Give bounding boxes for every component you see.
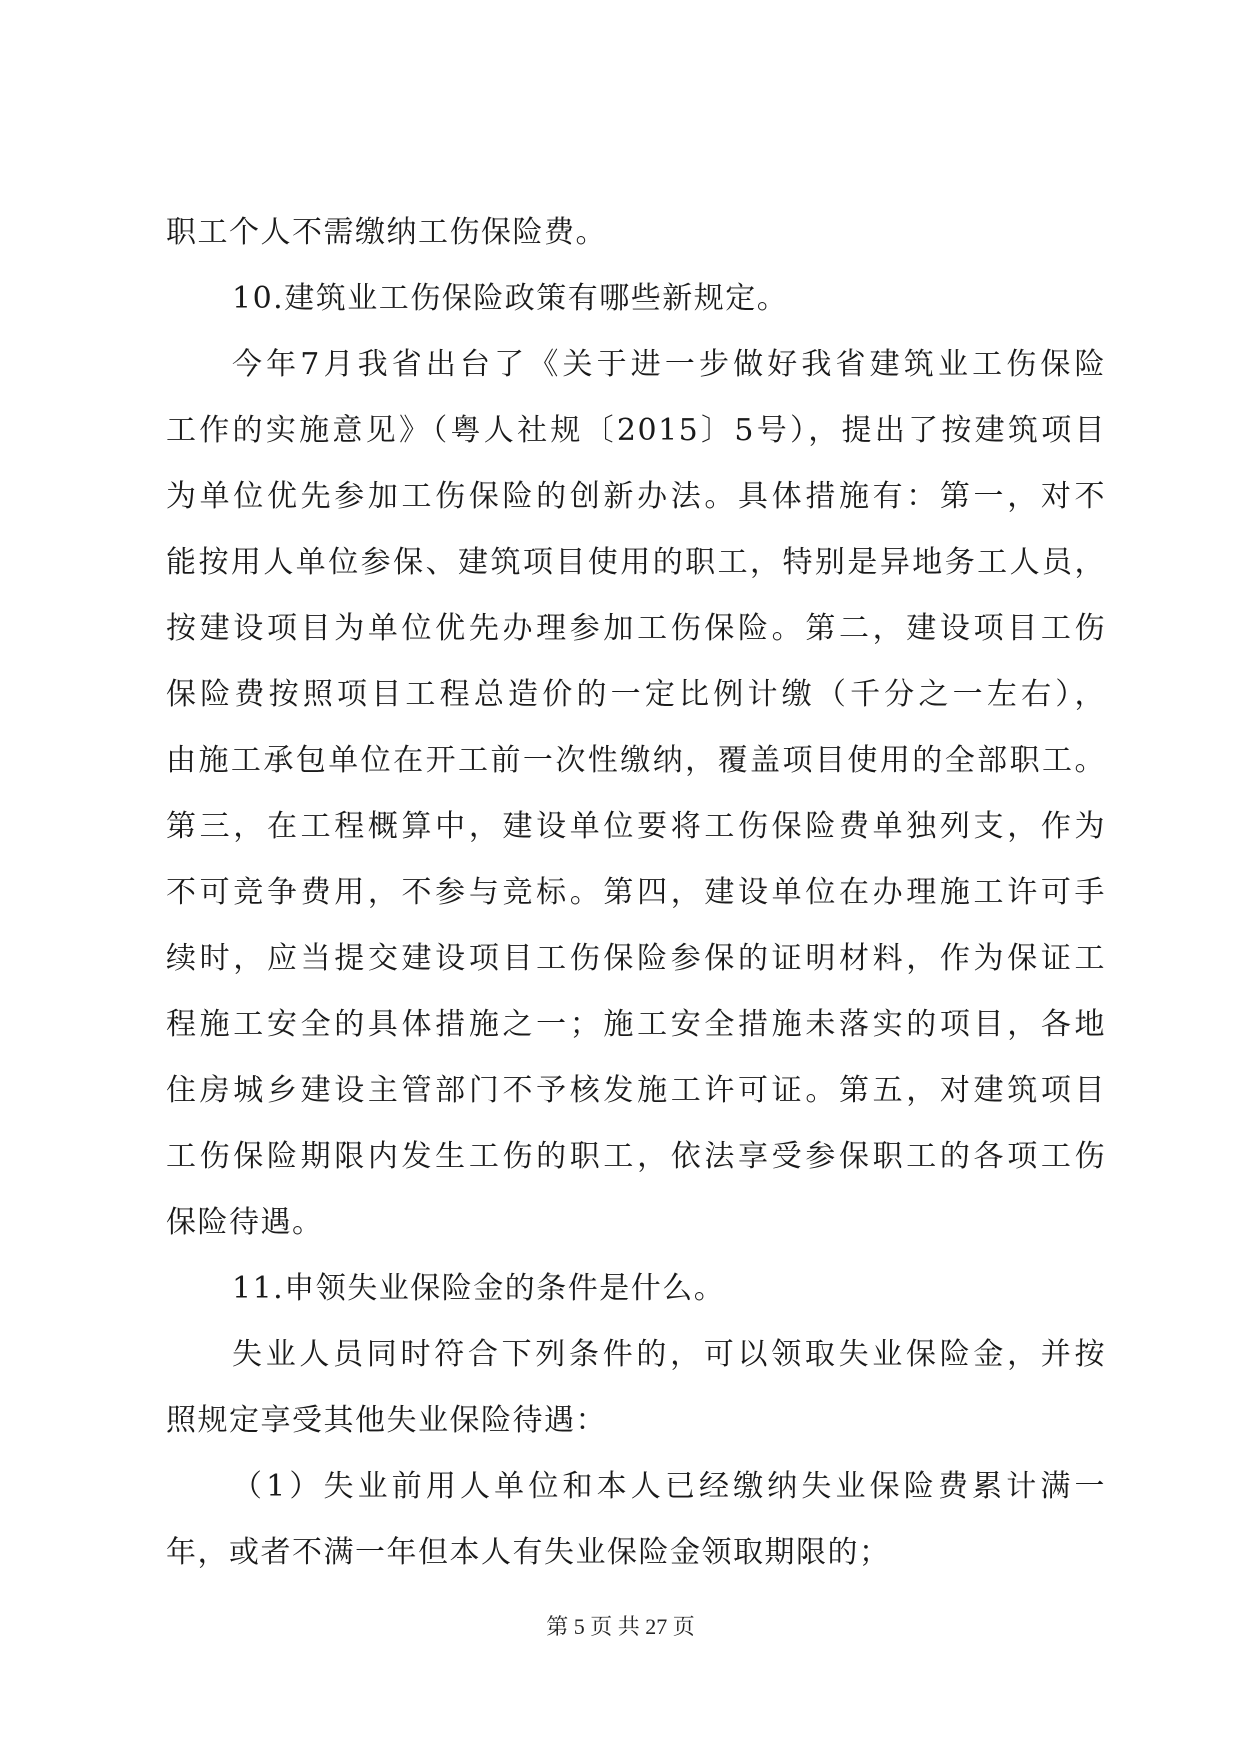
text-line: 按建设项目为单位优先办理参加工伤保险。第二，建设项目工伤: [166, 611, 1106, 646]
text-line: 为单位优先参加工伤保险的创新办法。具体措施有：第一，对不: [166, 479, 1106, 514]
text-line: 照规定享受其他失业保险待遇：: [166, 1403, 607, 1438]
text-line: 失业人员同时符合下列条件的，可以领取失业保险金，并按: [232, 1337, 1106, 1372]
text-line: 年，或者不满一年但本人有失业保险金领取期限的；: [166, 1535, 891, 1570]
text-line: 住房城乡建设主管部门不予核发施工许可证。第五，对建筑项目: [166, 1073, 1106, 1108]
text-line: 续时，应当提交建设项目工伤保险参保的证明材料，作为保证工: [166, 941, 1106, 976]
text-line: 不可竞争费用，不参与竞标。第四，建设单位在办理施工许可手: [166, 875, 1106, 910]
text-line: 今年7月我省出台了《关于进一步做好我省建筑业工伤保险: [232, 347, 1106, 382]
text-line: 保险费按照项目工程总造价的一定比例计缴（千分之一左右），: [166, 677, 1106, 712]
list-item: （1）失业前用人单位和本人已经缴纳失业保险费累计满一: [232, 1469, 1106, 1504]
text-line: 由施工承包单位在开工前一次性缴纳，覆盖项目使用的全部职工。: [166, 743, 1106, 778]
section-heading: 11.申领失业保险金的条件是什么。: [232, 1271, 726, 1306]
text-line: 保险待遇。: [166, 1205, 324, 1240]
page-footer: 第 5 页 共 27 页: [546, 1614, 695, 1639]
text-line: 第三，在工程概算中，建设单位要将工伤保险费单独列支，作为: [166, 809, 1106, 844]
section-heading: 10.建筑业工伤保险政策有哪些新规定。: [232, 281, 789, 316]
text-line: 职工个人不需缴纳工伤保险费。: [166, 215, 607, 250]
text-line: 工作的实施意见》（粤人社规〔2015〕5号），提出了按建筑项目: [166, 413, 1106, 448]
text-line: 工伤保险期限内发生工伤的职工，依法享受参保职工的各项工伤: [166, 1139, 1106, 1174]
text-line: 程施工安全的具体措施之一；施工安全措施未落实的项目，各地: [166, 1007, 1106, 1042]
text-line: 能按用人单位参保、建筑项目使用的职工，特别是异地务工人员，: [166, 545, 1106, 580]
